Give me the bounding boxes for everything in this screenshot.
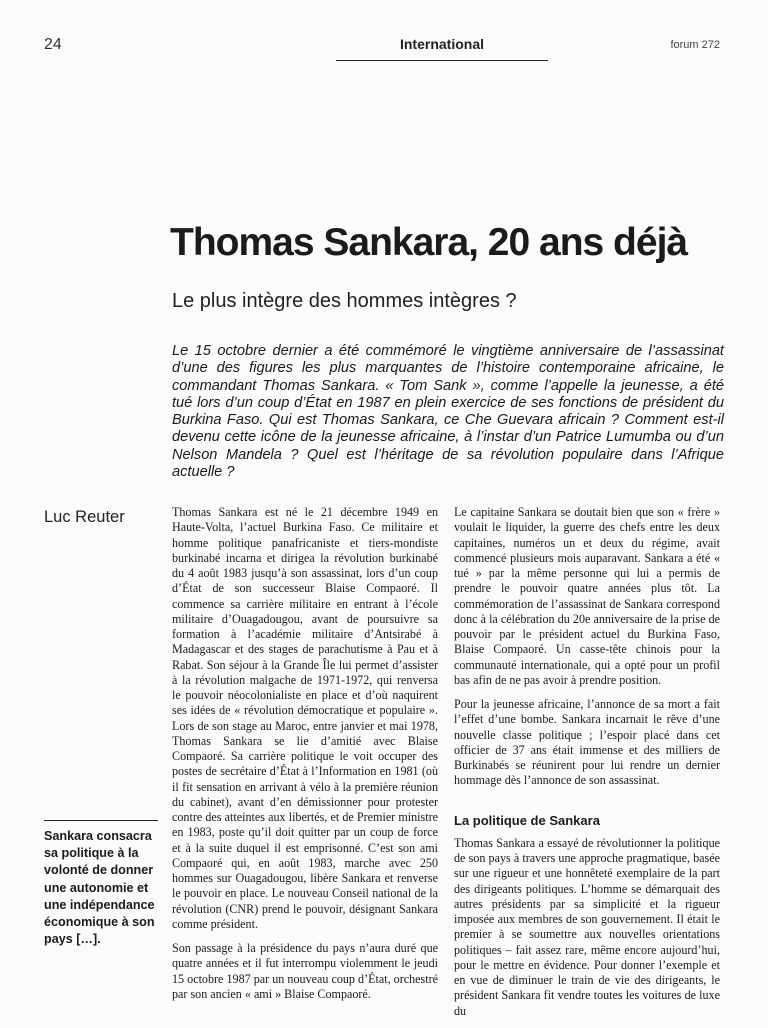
header-rule	[336, 60, 548, 61]
author-name: Luc Reuter	[44, 508, 125, 526]
page-number: 24	[44, 36, 62, 53]
pullquote: Sankara consacra sa politique à la volonté de donner une autonomie et une indépendance économique à son pays […].	[44, 829, 155, 947]
body-paragraph: Thomas Sankara est né le 21 décembre 1949 en Haute-Volta, l’actuel Burkina Faso. Ce militaire et homme politique panafricaniste et tiers-mondiste burkinabé incarna et dirigea la révolution burkinabé du 4 août 1983 jusqu’à son assassinat, lors d’un coup d’État de son successeur Blaise Compaoré. Il commence sa carrière militaire en entrant à l’école militaire d’Ouagadougou, avant de poursuivre sa formation à l’académie militaire d’Antsirabé à Madagascar et des stages de parachutisme à Pau et à Rabat. Son séjour à la Grande Île lui permet d’assister à la révolution malgache de 1971-1972, qui renversa le pouvoir néocolonialiste en place et d’où naquirent ses idées de « révolution démocratique et populaire ». Lors de son stage au Maroc, entre janvier et mai 1978, Thomas Sankara se lie d’amitié avec Blaise Compaoré. Sa carrière politique le voit occuper des postes de secrétaire d’État à l’Information en 1981 (où il fit sensation en arrivant à vélo à la première réunion du cabinet), avant d’en démissionner pour protester contre des atteintes aux libertés, et de Premier ministre en 1983, poste qu’il doit quitter par un coup de force et à la suite duquel il est emprisonné. C’est son ami Compaoré qui, en août 1983, marche avec 250 hommes sur Ouagadougou, libère Sankara et renverse le pouvoir en place. Le nouveau Conseil national de la révolution (CNR) prend le pouvoir, désignant Sankara comme président.	[172, 505, 438, 931]
article-column-2	[454, 505, 720, 1028]
body-paragraph: Thomas Sankara a essayé de révolutionner la politique de son pays à travers une approche pragmatique, basée sur une rigueur et une honnêteté exemplaire de la part des dirigeants politiques. L’homme se démarquait des autres présidents par sa simplicité et la rigueur imposée aux membres de son gouvernement. Il était le premier à se soumettre aux nouvelles orientations politiques – fait assez rare, même encore aujourd’hui, pour le mettre en évidence. Pour donner l’exemple et en vue de diminuer le train de vie des dirigeants, le président Sankara fit vendre toutes les voitures de luxe du	[454, 835, 720, 1018]
body-paragraph: Pour la jeunesse africaine, l’annonce de sa mort a fait l’effet d’une bombe. Sankara incarnait le rêve d’une nouvelle classe politique ; l’espoir placé dans cet officier de 37 ans était immense et des milliers de Burkinabés se réunirent pour lui rendre un dernier hommage dès l’annonce de son assassinat.	[454, 697, 720, 788]
section-label: International	[399, 36, 484, 52]
article-title: Thomas Sankara, 20 ans déjà	[170, 221, 688, 264]
section-subhead: La politique de Sankara	[454, 812, 600, 828]
article-column-1	[172, 505, 438, 1011]
article-lead: Le 15 octobre dernier a été commémoré le vingtième anniversaire de l’assassinat d’une des figures les plus marquantes de l’histoire contemporaine africaine, le commandant Thomas Sankara. « Tom Sank », comme l’appelle la jeunesse, a été tué lors d’un coup d’État en 1987 en plein exercice de ses fonctions de président du Burkina Faso. Qui est Thomas Sankara, ce Che Guevara africain ? Comment est-il devenu cette icône de la jeunesse africaine, à l’instar d’un Patrice Lumumba ou d’un Nelson Mandela ? Quel est l’héritage de sa révolution populaire dans l’Afrique actuelle ?	[172, 343, 724, 481]
article-subtitle: Le plus intègre des hommes intègres ?	[172, 290, 517, 312]
body-paragraph: Le capitaine Sankara se doutait bien que son « frère » voulait le liquider, la guerre des chefs entre les deux capitaines, numéros un et deux du régime, avait commencé plusieurs mois auparavant. Sankara a été « tué » par la même personne qui lui a permis de prendre le pouvoir quatre années plus tôt. La commémoration de l’assassinat de Sankara correspond donc à la célébration du 20e anniversaire de la prise de pouvoir par le président actuel du Burkina Faso, Blaise Compaoré. Un casse-tête chinois pour la communauté internationale, qui a opté pour un profil bas afin de ne pas avoir à prendre position.	[454, 505, 720, 687]
issue-label: forum 272	[670, 39, 720, 51]
body-paragraph: Son passage à la présidence du pays n’aura duré que quatre années et il fut interrompu violemment le jeudi 15 octobre 1987 par un nouveau coup d’État, orchestré par son ancien « ami » Blaise Compaoré.	[172, 941, 438, 1001]
pullquote-rule	[44, 820, 158, 821]
